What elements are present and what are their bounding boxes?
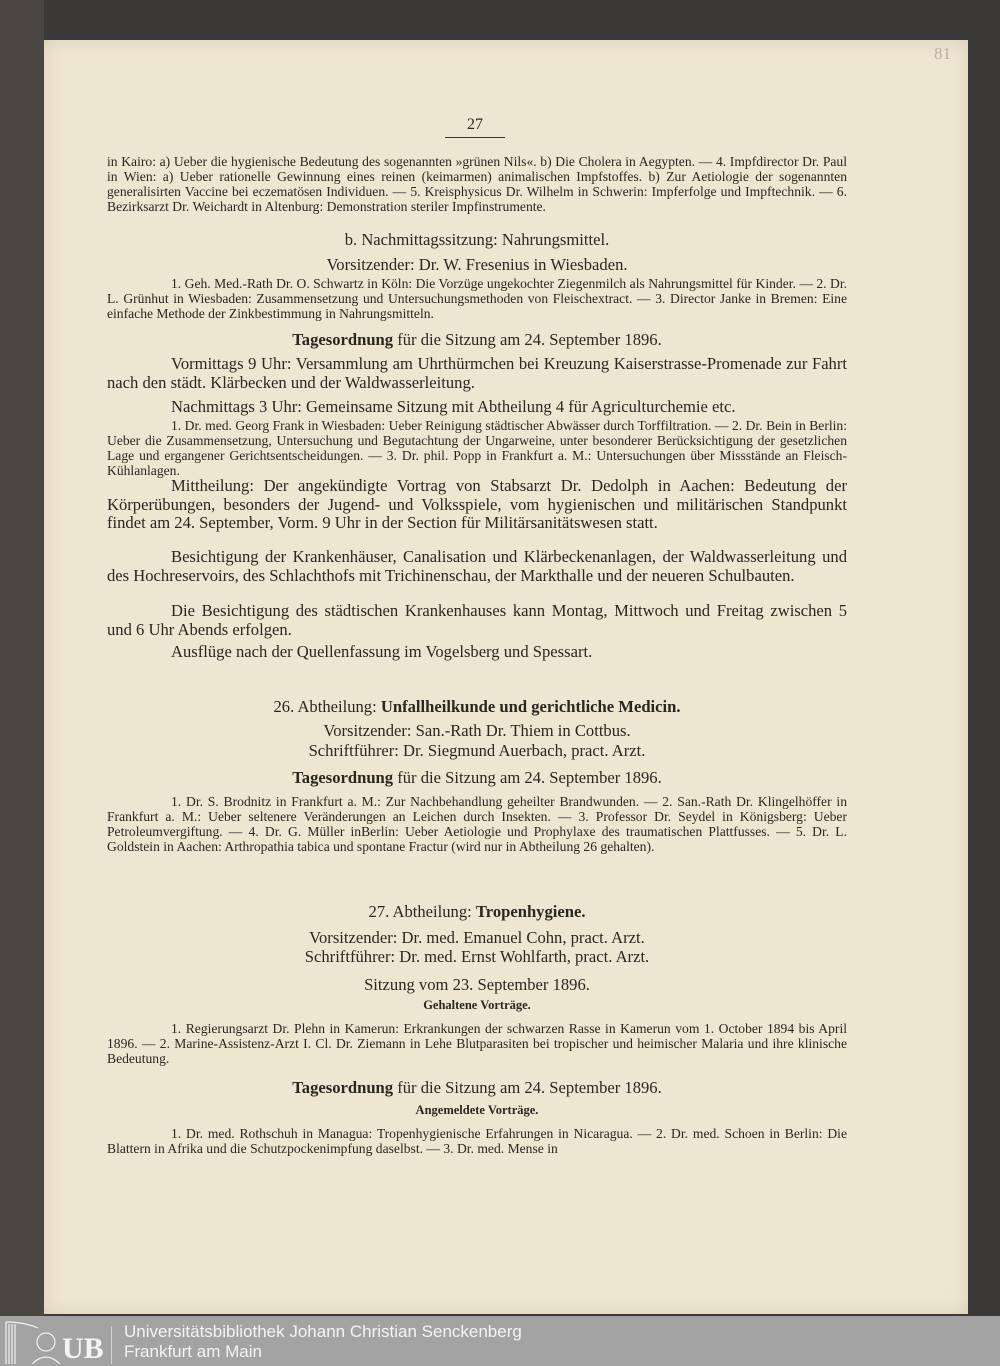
paragraph: 1. Regierungsarzt Dr. Plehn in Kamerun: Erkrankungen der schwarzen Rasse in Kamerun vom 1. October 1894 bis April 1896. — 2. Marine-Assistenz-Arzt I. Cl. Dr. Ziemann in Lehe Blutparasiten bei tropischer und heimischer Malaria und ihre klinische Bedeutung. (107, 1021, 847, 1066)
agenda-heading (107, 1078, 847, 1098)
page-number-rule (445, 137, 505, 138)
library-footer (0, 1316, 1000, 1366)
subheading: Angemeldete Vorträge. (415, 1103, 539, 1117)
section-number: 27. Abtheilung: (368, 902, 476, 921)
paragraph: 1. Dr. S. Brodnitz in Frankfurt a. M.: Zur Nachbehandlung geheilter Brandwunden. — 2. San.-Rath Dr. Klingelhöffer in Frankfurt a. M.: Ueber seltenere Veränderungen an Leichen durch Insekten. — 3. Professor Dr. Seydel in Königsberg: Ueber Petroleumvergiftung. — 4. Dr. G. Müller inBerlin: Ueber Aetiologie und Prophylaxe des traumatischen Plattfusses. — 5. Dr. L. Goldstein in Aachen: Arthropathia tabica und spontane Fractur (wird nur in Abtheilung 26 gehalten). (107, 794, 847, 854)
secretary-line: Schriftführer: Dr. Siegmund Auerbach, pract. Arzt. (308, 741, 646, 760)
agenda-rest: für die Sitzung am 24. September 1896. (393, 1078, 662, 1097)
section-title: Unfallheilkunde und gerichtliche Medicin. (380, 697, 681, 716)
section-number: 26. Abtheilung: (273, 697, 381, 716)
paragraph: Vormittags 9 Uhr: Versammlung am Uhrthürmchen bei Kreuzung Kaiserstrasse-Promenade zur Fahrt nach den städt. Klärbecken und der Waldwasserleitung. (107, 354, 847, 392)
paragraph: 1. Dr. med. Georg Frank in Wiesbaden: Ueber Reinigung städtischer Abwässer durch Torffiltration. — 2. Dr. Bein in Berlin: Ueber die Zusammensetzung, Untersuchung und Begutachtung der Ungarweine, unter besonderer Berücksichtigung der gesetzlichen Lage und ergangener Gerichtsentscheidungen. — 3. Dr. phil. Popp in Frankfurt a. M.: Untersuchungen über Missstände an Fleisch-Kühlanlagen. (107, 418, 847, 478)
pencil-folio-mark: 81 (934, 44, 951, 63)
chair-line: Vorsitzender: Dr. med. Emanuel Cohn, pract. Arzt. (309, 928, 645, 947)
paragraph: in Kairo: a) Ueber die hygienische Bedeutung des sogenannten »grünen Nils«. b) Die Cholera in Aegypten. — 4. Impfdirector Dr. Paul in Wien: a) Ueber rationelle Gewinnung eines reinen (keimarmen) animalischen Impfstoffes. b) Zur Aetiologie der sogenannten generalisirten Vaccine bei eczematösen Individuen. — 5. Kreisphysicus Dr. Wilhelm in Schwerin: Impferfolge und Impftechnik. — 6. Bezirksarzt Dr. Weichardt in Altenburg: Demonstration steriler Impfinstrumente. (107, 154, 847, 214)
footer-line-1: Universitätsbibliothek Johann Christian Senckenberg (124, 1322, 522, 1341)
chair-line: Vorsitzender: San.-Rath Dr. Thiem in Cottbus. (323, 721, 631, 740)
paragraph: Die Besichtigung des städtischen Krankenhauses kann Montag, Mittwoch und Freitag zwischen 5 und 6 Uhr Abends erfolgen. (107, 601, 847, 639)
page-number: 27 (467, 116, 483, 133)
section-title: Tropenhygiene. (475, 902, 586, 921)
paragraph: Mittheilung: Der angekündigte Vortrag von Stabsarzt Dr. Dedolph in Aachen: Bedeutung der Körperübungen, besonders der Jugend- und Volksspiele, vom hygienischen und militärischen Standpunkt findet am 24. September, Vorm. 9 Uhr in der Section für Militärsanitätswesen statt. (107, 476, 847, 532)
section-heading (107, 902, 847, 922)
agenda-bold: Tagesordnung (292, 768, 394, 787)
agenda-rest: für die Sitzung am 24. September 1896. (393, 330, 662, 349)
chair-line: Vorsitzender: Dr. W. Fresenius in Wiesbaden. (326, 255, 628, 274)
paragraph: Ausflüge nach der Quellenfassung im Vogelsberg und Spessart. (171, 642, 593, 661)
logo-text: UB (62, 1332, 104, 1364)
agenda-rest: für die Sitzung am 24. September 1896. (393, 768, 662, 787)
section-heading (107, 697, 847, 717)
session-date: Sitzung vom 23. September 1896. (364, 975, 590, 994)
paragraph: 1. Geh. Med.-Rath Dr. O. Schwartz in Köln: Die Vorzüge ungekochter Ziegenmilch als Nahrungsmittel für Kinder. — 2. Dr. L. Grünhut in Wiesbaden: Zusammensetzung und Untersuchungsmethoden von Fleischextract. — 3. Director Janke in Bremen: Eine einfache Methode der Zinkbestimmung in Nahrungsmitteln. (107, 276, 847, 321)
paragraph: Nachmittags 3 Uhr: Gemeinsame Sitzung mit Abtheilung 4 für Agriculturchemie etc. (171, 397, 736, 416)
agenda-bold: Tagesordnung (292, 1078, 394, 1097)
ub-logo-icon (4, 1320, 112, 1364)
paragraph: Besichtigung der Krankenhäuser, Canalisation und Klärbeckenanlagen, der Waldwasserleitung und des Hochreservoirs, des Schlachthofs mit Trichinenschau, der Markthalle und der neueren Schulbauten. (107, 547, 847, 585)
scan-background (0, 0, 44, 1316)
footer-line-2: Frankfurt am Main (124, 1342, 262, 1361)
section-heading: b. Nachmittagssitzung: Nahrungsmittel. (344, 230, 610, 249)
agenda-bold: Tagesordnung (292, 330, 394, 349)
agenda-heading (107, 330, 847, 350)
subheading: Gehaltene Vorträge. (423, 998, 531, 1012)
paragraph: 1. Dr. med. Rothschuh in Managua: Tropenhygienische Erfahrungen in Nicaragua. — 2. Dr. med. Schoen in Berlin: Die Blattern in Afrika und die Schutzpockenimpfung daselbst. — 3. Dr. med. Mense in (107, 1126, 847, 1156)
agenda-heading (107, 768, 847, 788)
secretary-line: Schriftführer: Dr. med. Ernst Wohlfarth, pract. Arzt. (304, 947, 650, 966)
